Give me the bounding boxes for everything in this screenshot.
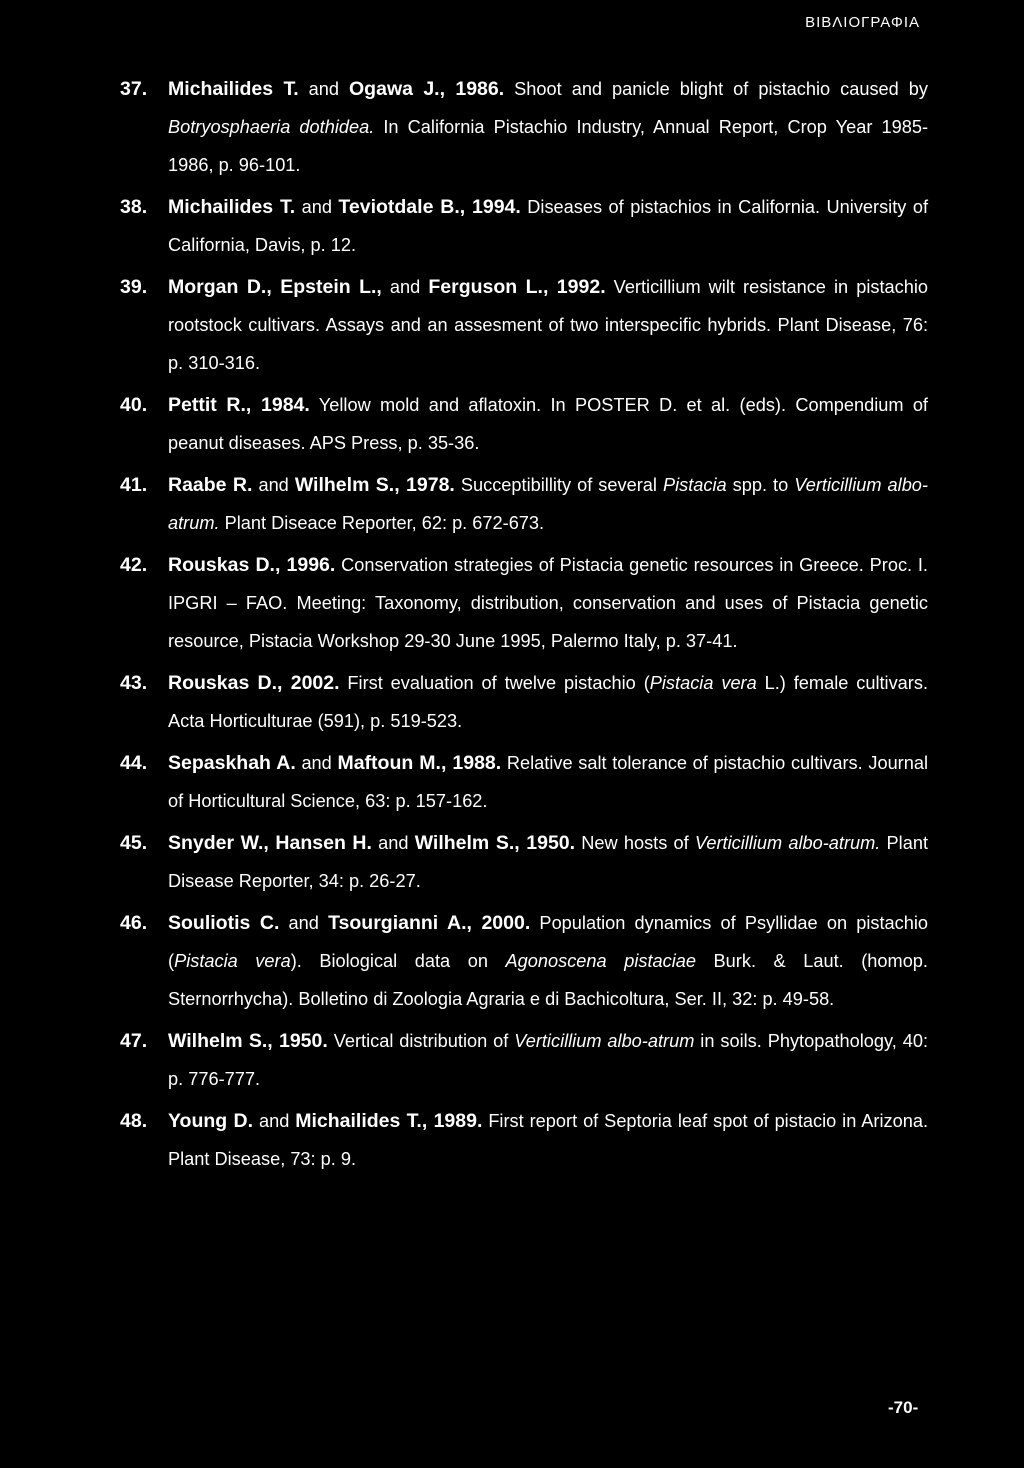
reference-entry bbox=[120, 1022, 928, 1098]
reference-author: Souliotis C. bbox=[168, 912, 280, 934]
reference-author: Raabe R. bbox=[168, 474, 253, 496]
reference-number: 38. bbox=[120, 196, 148, 218]
reference-text: and bbox=[295, 753, 338, 773]
reference-number: 40. bbox=[120, 394, 148, 416]
reference-author: Snyder W., Hansen H. bbox=[168, 832, 372, 854]
reference-text: and bbox=[253, 1111, 296, 1131]
reference-italic-text: Verticillium albo-atrum bbox=[514, 1031, 695, 1051]
reference-author: Teviotdale B., 1994. bbox=[338, 196, 521, 218]
reference-text: and bbox=[381, 277, 429, 297]
reference-number: 48. bbox=[120, 1110, 148, 1132]
reference-entry bbox=[120, 824, 928, 900]
reference-italic-text: Pistacia vera bbox=[174, 951, 291, 971]
reference-entry bbox=[120, 466, 928, 542]
reference-italic-text: Verticillium albo-atrum. bbox=[694, 833, 881, 853]
reference-text: New hosts of bbox=[575, 833, 695, 853]
reference-entry bbox=[120, 546, 928, 660]
reference-number: 45. bbox=[120, 832, 148, 854]
reference-text: spp. to bbox=[726, 475, 795, 495]
reference-entry bbox=[120, 904, 928, 1018]
reference-number: 42. bbox=[120, 554, 148, 576]
reference-author: Tsourgianni A., 2000. bbox=[328, 912, 531, 934]
reference-text: Relative salt tolerance of pistachio cultivars. Journal of Horticultural Science, 63: p. 157-162. bbox=[168, 753, 929, 811]
reference-entry bbox=[120, 70, 928, 184]
reference-entry bbox=[120, 386, 928, 462]
reference-text: In California Pistachio Industry, Annual Report, Crop Year 1985-1986, p. 96-101. bbox=[168, 117, 928, 175]
reference-italic-text: Botryosphaeria dothidea. bbox=[168, 117, 375, 137]
reference-italic-text: Pistacia bbox=[662, 475, 727, 495]
reference-author: Wilhelm S., 1950. bbox=[414, 832, 576, 854]
reference-text: Diseases of pistachios in California. University of California, Davis, p. 12. bbox=[168, 197, 929, 255]
reference-text: Vertical distribution of bbox=[327, 1031, 515, 1051]
reference-text: and bbox=[295, 197, 339, 217]
reference-entry bbox=[120, 268, 928, 382]
reference-number: 44. bbox=[120, 752, 148, 774]
running-header: ΒΙΒΛΙΟΓΡΑΦΙΑ bbox=[805, 14, 920, 31]
reference-text: and bbox=[298, 79, 350, 99]
reference-text: Burk. & Laut. (homop. Sternorrhycha). Bolletino di Zoologia Agraria e di Bachicoltura, Ser. II, 32: p. 49-58. bbox=[168, 951, 928, 1009]
reference-number: 46. bbox=[120, 912, 148, 934]
reference-text: Population dynamics of Psyllidae on pistachio ( bbox=[168, 913, 929, 971]
reference-text: and bbox=[252, 475, 295, 495]
reference-text: Plant Disease Reporter, 34: p. 26-27. bbox=[168, 833, 929, 891]
reference-italic-text: Pistacia vera bbox=[649, 673, 757, 693]
reference-text: First evaluation of twelve pistachio ( bbox=[339, 673, 650, 693]
reference-author: Wilhelm S., 1950. bbox=[168, 1030, 328, 1052]
reference-author: Morgan D., Epstein L., bbox=[168, 276, 382, 298]
reference-text: Shoot and panicle blight of pistachio caused by bbox=[504, 79, 928, 99]
reference-text: in soils. Phytopathology, 40: p. 776-777. bbox=[168, 1031, 929, 1089]
reference-entry bbox=[120, 664, 928, 740]
reference-text: First report of Septoria leaf spot of pistacio in Arizona. Plant Disease, 73: p. 9. bbox=[168, 1111, 928, 1169]
reference-author: Rouskas D., 1996. bbox=[168, 554, 336, 576]
reference-author: Michailides T. bbox=[168, 78, 299, 100]
reference-italic-text: Verticillium albo-atrum. bbox=[168, 475, 928, 533]
reference-author: Pettit R., 1984. bbox=[168, 394, 310, 416]
reference-number: 47. bbox=[120, 1030, 148, 1052]
reference-author: Wilhelm S., 1978. bbox=[294, 474, 455, 496]
reference-author: Rouskas D., 2002. bbox=[168, 672, 340, 694]
reference-text: Verticillium wilt resistance in pistachio rootstock cultivars. Assays and an assesment of two interspecific hybrids. Plant Disease, 76: p. 310-316. bbox=[168, 277, 929, 373]
reference-text: Conservation strategies of Pistacia genetic resources in Greece. Proc. I. IPGRI – FAO. Meeting: Taxonomy, distribution, conservation and uses of Pistacia genetic resource, Pistacia Workshop 29-30 June 1995, Palermo Italy, p. 37-41. bbox=[168, 555, 928, 651]
reference-number: 43. bbox=[120, 672, 148, 694]
reference-text: Yellow mold and aflatoxin. In POSTER D. et al. (eds). Compendium of peanut diseases. APS Press, p. 35-36. bbox=[168, 395, 928, 453]
reference-author: Sepaskhah A. bbox=[168, 752, 296, 774]
reference-text: ). Biological data on bbox=[290, 951, 506, 971]
reference-author: Maftoun M., 1988. bbox=[337, 752, 502, 774]
page-number: -70- bbox=[888, 1398, 919, 1417]
reference-text: Plant Diseace Reporter, 62: p. 672-673. bbox=[219, 513, 545, 533]
reference-entry bbox=[120, 744, 928, 820]
reference-number: 37. bbox=[120, 78, 148, 100]
reference-text: and bbox=[371, 833, 415, 853]
reference-author: Michailides T. bbox=[168, 196, 296, 218]
reference-author: Ogawa J., 1986. bbox=[349, 78, 505, 100]
reference-italic-text: Agonoscena pistaciae bbox=[505, 951, 696, 971]
reference-entry bbox=[120, 1102, 928, 1178]
reference-author: Young D. bbox=[168, 1110, 254, 1132]
reference-number: 41. bbox=[120, 474, 148, 496]
reference-number: 39. bbox=[120, 276, 148, 298]
reference-author: Ferguson L., 1992. bbox=[428, 276, 606, 298]
reference-entry bbox=[120, 188, 928, 264]
reference-list bbox=[120, 70, 928, 1182]
reference-author: Michailides T., 1989. bbox=[295, 1110, 483, 1132]
reference-text: and bbox=[279, 913, 329, 933]
reference-text: L.) female cultivars. Acta Horticulturae (591), p. 519-523. bbox=[168, 673, 928, 731]
reference-text: Succeptibillity of several bbox=[454, 475, 663, 495]
